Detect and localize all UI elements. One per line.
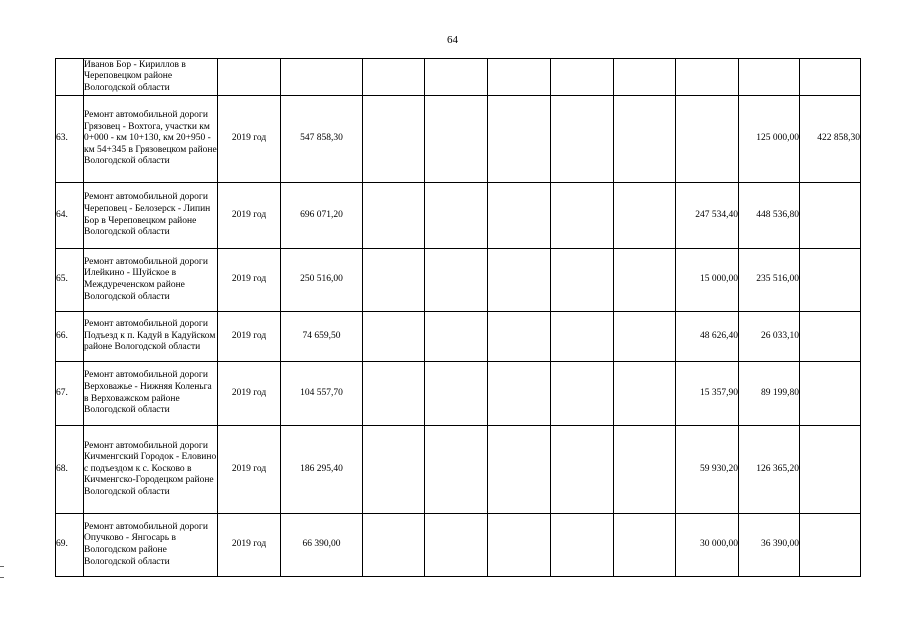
table-row: [56, 183, 861, 249]
row-number: 66.: [56, 312, 84, 362]
value-cell: [800, 183, 861, 249]
value-cell: [800, 426, 861, 514]
row-number: 65.: [56, 249, 84, 312]
value-cell: [800, 362, 861, 426]
page-number: 64: [447, 34, 458, 46]
value-cell: 15 357,90: [676, 362, 739, 426]
object-name: Ремонт автомобильной дороги Череповец - Белозерск - Липин Бор в Череповецком районе Вологодской области: [84, 183, 218, 249]
total-cell: 547 858,30: [281, 96, 363, 183]
table-row: [56, 362, 861, 426]
value-cell: 89 199,80: [739, 362, 800, 426]
year-cell: 2019 год: [218, 514, 281, 577]
object-name: Ремонт автомобильной дороги Грязовец - Вохтога, участки км 0+000 - км 10+130, км 20+950 - км 54+345 в Грязовецком районе Вологодской области: [84, 96, 218, 183]
row-number: [56, 59, 84, 96]
roads-table: [55, 58, 861, 577]
object-name: Ремонт автомобильной дороги Кичменгский Городок - Еловино с подъездом к с. Косково в Кичменгско-Городецком районе Вологодской области: [84, 426, 218, 514]
value-cell: 235 516,00: [739, 249, 800, 312]
value-cell: 422 858,30: [800, 96, 861, 183]
value-cell: 247 534,40: [676, 183, 739, 249]
year-cell: 2019 год: [218, 312, 281, 362]
value-cell: 26 033,10: [739, 312, 800, 362]
value-cell: 36 390,00: [739, 514, 800, 577]
value-cell: 448 536,80: [739, 183, 800, 249]
value-cell: 126 365,20: [739, 426, 800, 514]
row-number: 63.: [56, 96, 84, 183]
total-cell: 696 071,20: [281, 183, 363, 249]
row-number: 68.: [56, 426, 84, 514]
object-name: Ремонт автомобильной дороги Опучково - Янгосарь в Вологодском районе Вологодской области: [84, 514, 218, 577]
total-cell: 74 659,50: [281, 312, 363, 362]
object-name: Иванов Бор - Кириллов в Череповецком районе Вологодской области: [84, 59, 218, 96]
table-row: [56, 514, 861, 577]
table-row: [56, 426, 861, 514]
total-cell: 104 557,70: [281, 362, 363, 426]
value-cell: [676, 96, 739, 183]
table-row-continued: [56, 59, 861, 96]
value-cell: [800, 249, 861, 312]
value-cell: [800, 312, 861, 362]
object-name: Ремонт автомобильной дороги Подъезд к п. Кадуй в Кадуйском районе Вологодской области: [84, 312, 218, 362]
year-cell: 2019 год: [218, 426, 281, 514]
total-cell: 66 390,00: [281, 514, 363, 577]
value-cell: 15 000,00: [676, 249, 739, 312]
year-cell: 2019 год: [218, 362, 281, 426]
object-name: Ремонт автомобильной дороги Верховажье - Нижняя Коленьга в Верховажском районе Вологодской области: [84, 362, 218, 426]
total-cell: 186 295,40: [281, 426, 363, 514]
year-cell: 2019 год: [218, 96, 281, 183]
year-cell: 2019 год: [218, 249, 281, 312]
table-row: [56, 312, 861, 362]
year-cell: 2019 год: [218, 183, 281, 249]
row-number: 67.: [56, 362, 84, 426]
object-name: Ремонт автомобильной дороги Илейкино - Шуйское в Междуреченском районе Вологодской области: [84, 249, 218, 312]
value-cell: 59 930,20: [676, 426, 739, 514]
total-cell: 250 516,00: [281, 249, 363, 312]
row-number: 69.: [56, 514, 84, 577]
value-cell: 30 000,00: [676, 514, 739, 577]
value-cell: 125 000,00: [739, 96, 800, 183]
row-number: 64.: [56, 183, 84, 249]
table-row: [56, 96, 861, 183]
value-cell: [800, 514, 861, 577]
value-cell: 48 626,40: [676, 312, 739, 362]
edge-mark: [0, 566, 4, 578]
table-row: [56, 249, 861, 312]
